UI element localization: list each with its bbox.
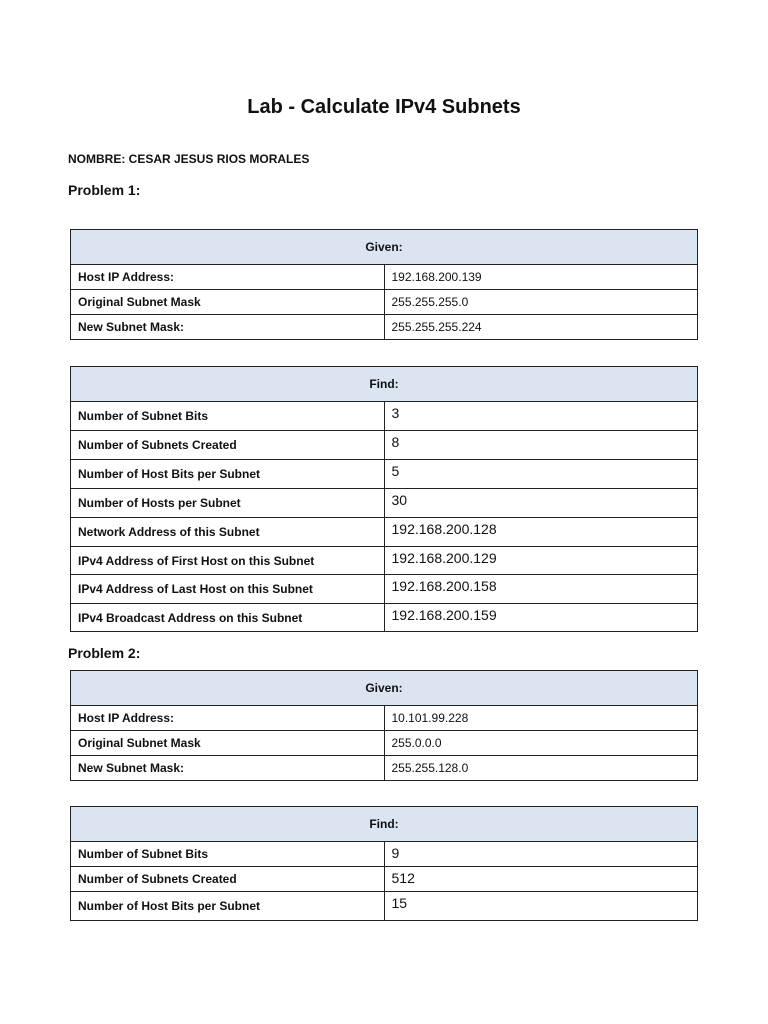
find-label: Network Address of this Subnet <box>71 518 385 547</box>
find-header: Find: <box>71 367 698 402</box>
find-label: Number of Subnets Created <box>71 867 385 892</box>
problem-1-find-table <box>70 366 698 632</box>
find-value: 9 <box>384 842 698 867</box>
problem-2-given-table <box>70 670 698 781</box>
given-label: Original Subnet Mask <box>71 290 385 315</box>
student-name: NOMBRE: CESAR JESUS RIOS MORALES <box>68 152 310 166</box>
given-value: 255.255.128.0 <box>384 756 698 781</box>
given-value: 192.168.200.139 <box>384 265 698 290</box>
find-label: Number of Subnet Bits <box>71 402 385 431</box>
find-label: Number of Hosts per Subnet <box>71 489 385 518</box>
problem-1-heading: Problem 1: <box>68 182 141 198</box>
given-value: 255.255.255.224 <box>384 315 698 340</box>
find-value: 192.168.200.128 <box>384 518 698 547</box>
find-value: 5 <box>384 460 698 489</box>
find-label: IPv4 Address of Last Host on this Subnet <box>71 575 385 604</box>
find-value: 512 <box>384 867 698 892</box>
given-label: Host IP Address: <box>71 706 385 731</box>
given-value: 255.255.255.0 <box>384 290 698 315</box>
find-label: Number of Subnets Created <box>71 431 385 460</box>
find-value: 192.168.200.159 <box>384 604 698 632</box>
given-label: New Subnet Mask: <box>71 315 385 340</box>
find-value: 192.168.200.129 <box>384 547 698 575</box>
problem-2-heading: Problem 2: <box>68 645 141 661</box>
find-value: 3 <box>384 402 698 431</box>
find-label: Number of Subnet Bits <box>71 842 385 867</box>
given-header: Given: <box>71 230 698 265</box>
find-value: 15 <box>384 892 698 921</box>
given-label: Host IP Address: <box>71 265 385 290</box>
find-label: Number of Host Bits per Subnet <box>71 460 385 489</box>
problem-2-find-table <box>70 806 698 921</box>
find-value: 30 <box>384 489 698 518</box>
find-value: 8 <box>384 431 698 460</box>
page-title: Lab - Calculate IPv4 Subnets <box>247 96 521 118</box>
given-value: 10.101.99.228 <box>384 706 698 731</box>
find-label: IPv4 Address of First Host on this Subnet <box>71 547 385 575</box>
given-header: Given: <box>71 671 698 706</box>
find-header: Find: <box>71 807 698 842</box>
find-label: Number of Host Bits per Subnet <box>71 892 385 921</box>
given-label: Original Subnet Mask <box>71 731 385 756</box>
problem-1-given-table <box>70 229 698 340</box>
find-label: IPv4 Broadcast Address on this Subnet <box>71 604 385 632</box>
given-label: New Subnet Mask: <box>71 756 385 781</box>
find-value: 192.168.200.158 <box>384 575 698 604</box>
given-value: 255.0.0.0 <box>384 731 698 756</box>
